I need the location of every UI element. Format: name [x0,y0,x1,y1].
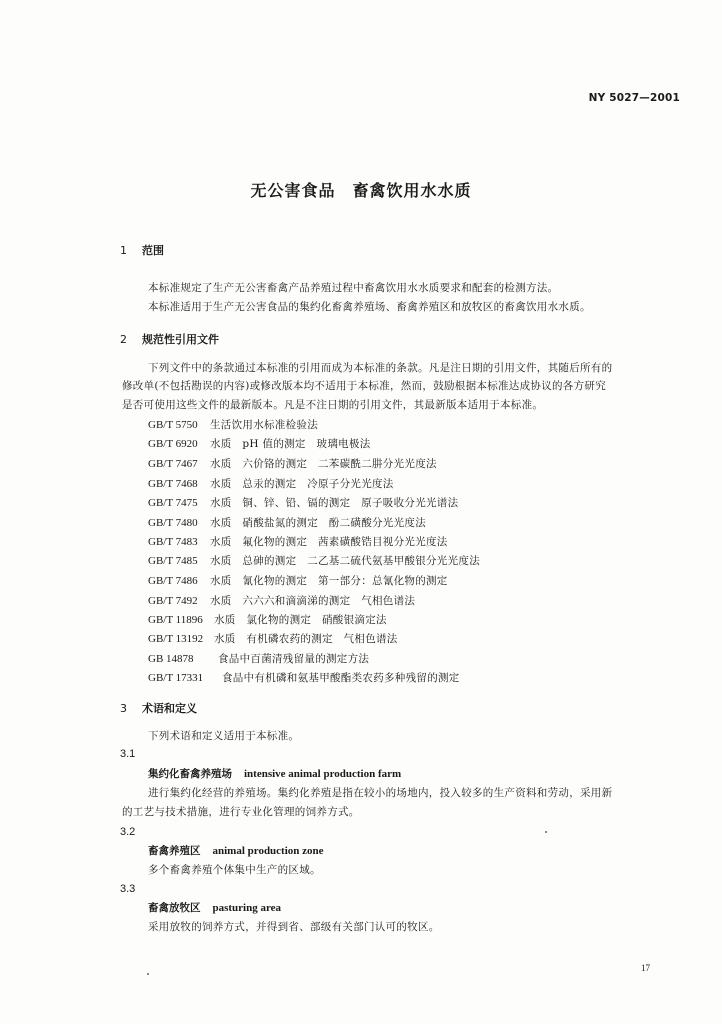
section-number: 2 [120,333,127,346]
reference-title: 水质 氯化物的测定 硝酸银滴定法 [214,614,387,626]
term-number: 3.2 [120,826,136,838]
reference-item [148,613,387,627]
reference-code: GB/T 7475 [148,497,198,509]
section-number: 1 [120,244,127,257]
reference-code: GB/T 6920 [148,438,198,450]
reference-item [148,574,448,588]
terms-intro: 下列术语和定义适用于本标准。 [148,730,300,742]
section-title: 范围 [142,244,164,257]
scan-speck [147,973,149,975]
term-chinese: 畜禽放牧区 [148,902,201,914]
reference-title: 水质 氰化物的测定 第一部分：总氰化物的测定 [210,575,448,587]
reference-item [148,535,448,549]
reference-title: 水质 六六六和滴滴涕的测定 气相色谱法 [210,595,416,607]
term-heading [148,767,401,781]
reference-title: 水质 硝酸盐氮的测定 酚二磺酸分光光度法 [210,517,426,529]
term-heading [148,901,281,915]
section-2-heading [120,333,219,347]
reference-item [148,457,437,471]
section-title: 规范性引用文件 [142,333,219,346]
reference-item [148,477,394,491]
references-intro-line-2: 修改单(不包括勘误的内容)或修改版本均不适用于本标准，然而，鼓励根据本标准达成协议的各方研究 [122,380,606,392]
reference-title: 食品中有机磷和氨基甲酸酯类农药多种残留的测定 [222,672,460,684]
section-number: 3 [120,702,127,715]
reference-title: 水质 氟化物的测定 茜素磺酸锆目视分光光度法 [210,536,448,548]
reference-item [148,554,480,568]
reference-code: GB/T 11896 [148,614,203,626]
page-number: 17 [641,963,650,973]
reference-item [148,594,415,608]
scan-speck [545,831,547,833]
reference-item [148,632,398,646]
reference-code: GB/T 7480 [148,517,198,529]
section-3-heading [120,702,197,716]
reference-title: 水质 铜、锌、铅、镉的测定 原子吸收分光光谱法 [210,497,459,509]
reference-code: GB/T 7492 [148,595,198,607]
term-definition-line: 的工艺与技术措施，进行专业化管理的饲养方式。 [122,806,360,818]
term-english: intensive animal production farm [244,768,402,780]
reference-title: 水质 总汞的测定 冷原子分光光度法 [210,478,394,490]
reference-item [148,671,460,685]
scope-paragraph-2: 本标准适用于生产无公害食品的集约化畜禽养殖场、畜禽养殖区和放牧区的畜禽饮用水水质。 [148,301,591,313]
reference-item [148,652,369,666]
reference-item [148,437,371,451]
reference-item [148,496,458,510]
reference-code: GB/T 7467 [148,458,198,470]
section-1-heading [120,244,164,258]
reference-code: GB/T 17331 [148,672,204,684]
term-number: 3.3 [120,883,136,895]
section-title: 术语和定义 [142,702,197,715]
document-title: 无公害食品 畜禽饮用水水质 [250,181,472,200]
reference-title: 水质 六价铬的测定 二苯碳酰二肼分光光度法 [210,458,437,470]
term-definition-line: 进行集约化经营的养殖场。集约化养殖是指在较小的场地内，投入较多的生产资料和劳动，采用新 [148,787,613,799]
reference-code: GB/T 7485 [148,555,198,567]
reference-code: GB 14878 [148,653,194,665]
term-chinese: 畜禽养殖区 [148,845,201,857]
term-english: animal production zone [212,845,324,857]
reference-title: 生活饮用水标准检验法 [210,419,318,431]
reference-title: 水质 有机磷农药的测定 气相色谱法 [214,633,398,645]
term-heading [148,844,324,858]
reference-item [148,418,318,432]
term-chinese: 集约化畜禽养殖场 [148,768,232,780]
reference-title: 水质 pH 值的测定 玻璃电极法 [210,438,371,450]
reference-item [148,516,426,530]
reference-code: GB/T 7483 [148,536,198,548]
term-definition-line: 采用放牧的饲养方式，并得到省、部级有关部门认可的牧区。 [148,921,440,933]
term-english: pasturing area [212,902,282,914]
reference-title: 食品中百菌清残留量的测定方法 [218,653,370,665]
reference-title: 水质 总砷的测定 二乙基二硫代氨基甲酸银分光光度法 [210,555,480,567]
term-number: 3.1 [120,748,136,760]
standard-number: NY 5027—2001 [588,92,680,104]
reference-code: GB/T 7468 [148,478,198,490]
references-intro-line-3: 是否可使用这些文件的最新版本。凡是不注日期的引用文件，其最新版本适用于本标准。 [122,399,544,411]
reference-code: GB/T 7486 [148,575,198,587]
scope-paragraph-1: 本标准规定了生产无公害畜禽产品养殖过程中畜禽饮用水水质要求和配套的检测方法。 [148,282,559,294]
reference-code: GB/T 5750 [148,419,198,431]
term-definition-line: 多个畜禽养殖个体集中生产的区域。 [148,864,321,876]
references-intro-line-1: 下列文件中的条款通过本标准的引用而成为本标准的条款。凡是注日期的引用文件，其随后所有的 [148,362,613,374]
reference-code: GB/T 13192 [148,633,204,645]
